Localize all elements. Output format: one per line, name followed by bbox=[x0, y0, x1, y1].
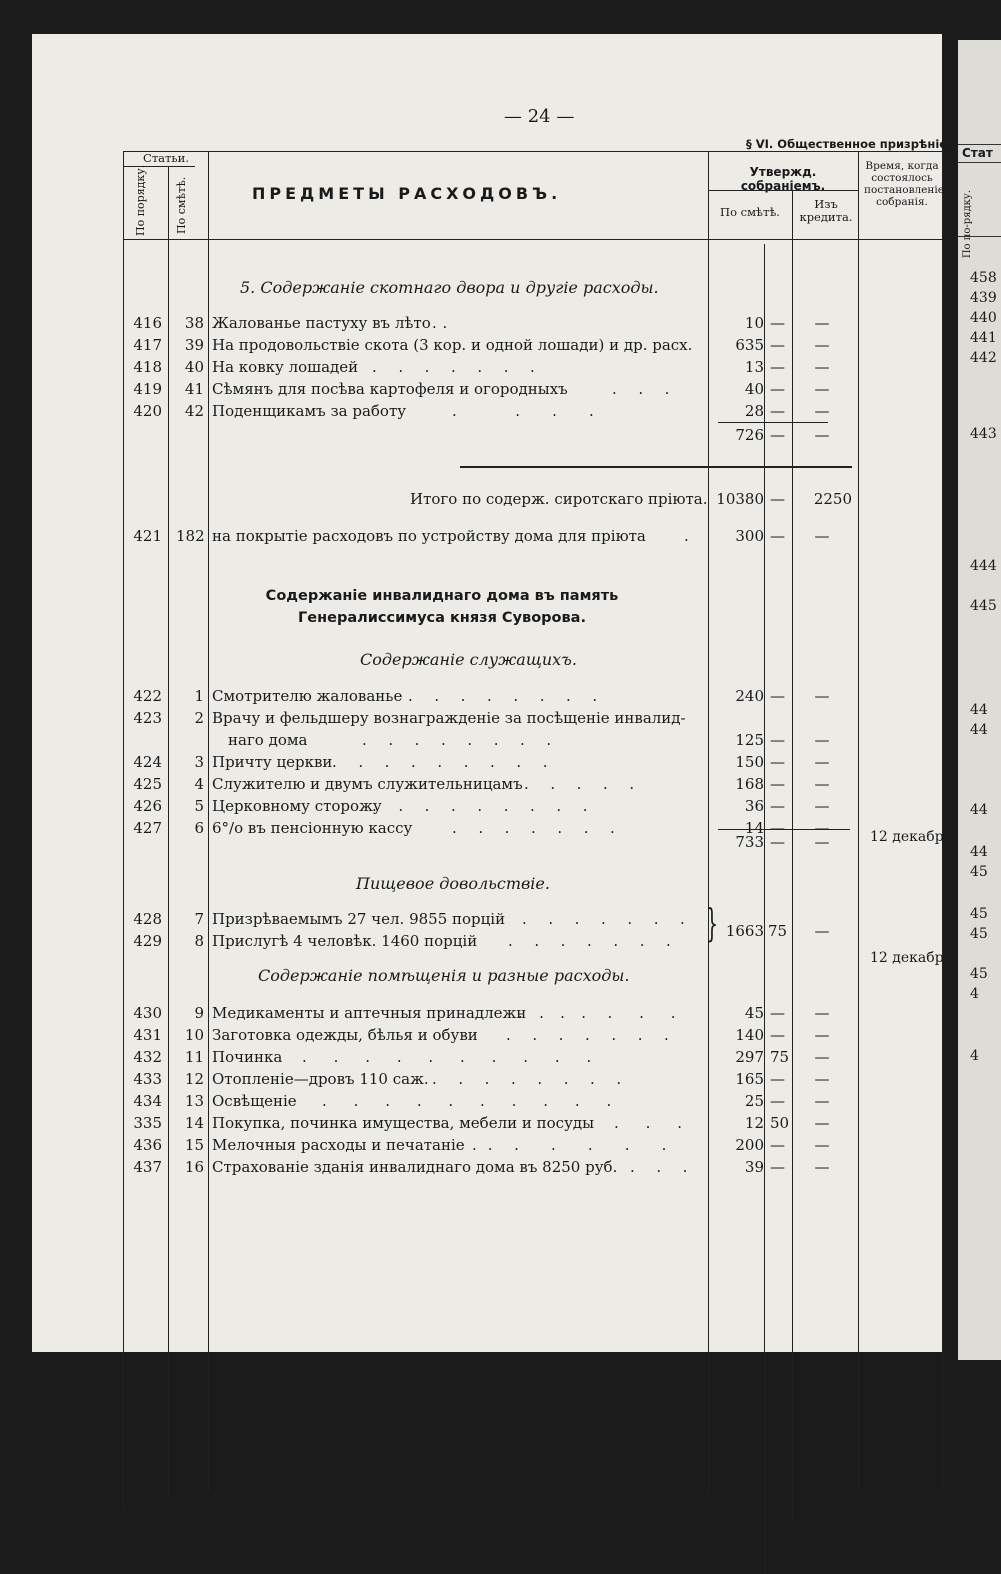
adjacent-num: 440 bbox=[970, 310, 997, 326]
col-line-5 bbox=[792, 190, 793, 1520]
adjacent-subheader: По по-рядку. bbox=[962, 190, 973, 259]
staff-title: Содержаніе служащихъ. bbox=[360, 650, 577, 669]
section-header: § VI. Общественное призрѣніе. bbox=[746, 137, 952, 151]
invalid-home-title: Содержаніе инвалиднаго дома въ память Генералиссимуса князя Суворова. bbox=[265, 588, 619, 626]
header-per-estimate: По смѣтѣ. bbox=[720, 205, 780, 219]
adjacent-num: 44 bbox=[970, 844, 988, 860]
premises-title: Содержаніе помѣщенія и разные расходы. bbox=[258, 966, 630, 985]
adjacent-num: 444 bbox=[970, 558, 997, 574]
header-subjects: ПРЕДМЕТЫ РАСХОДОВЪ. bbox=[252, 184, 562, 203]
section5-title: 5. Содержаніе скотнаго двора и другіе расходы. bbox=[240, 278, 659, 297]
total-rule-line bbox=[460, 466, 852, 468]
date-cell: 12 декабр. bbox=[870, 829, 949, 845]
adjacent-num: 44 bbox=[970, 702, 988, 718]
col-line-2 bbox=[168, 166, 169, 1496]
adjacent-num: 45 bbox=[970, 906, 988, 922]
food-title: Пищевое довольствіе. bbox=[356, 874, 550, 893]
col-line-3 bbox=[208, 151, 209, 1491]
adjacent-num: 44 bbox=[970, 802, 988, 818]
food-date-cell: 12 декабр. bbox=[870, 950, 949, 966]
page-number: — 24 — bbox=[504, 106, 575, 127]
adjacent-num: 44 bbox=[970, 722, 988, 738]
adjacent-num: 45 bbox=[970, 966, 988, 982]
adjacent-num: 445 bbox=[970, 598, 997, 614]
col-line-6 bbox=[858, 151, 859, 1491]
adjacent-page bbox=[958, 40, 1001, 1360]
header-from-credit: Изъ кредита. bbox=[799, 197, 853, 225]
adjacent-num: 45 bbox=[970, 926, 988, 942]
header-articles: Статьи. bbox=[143, 151, 189, 165]
header-by-estimate: По смѣтѣ. bbox=[175, 176, 188, 234]
adjacent-num: 45 bbox=[970, 864, 988, 880]
adjacent-num: 441 bbox=[970, 330, 997, 346]
subtotal-a-line bbox=[718, 422, 828, 423]
adjacent-num: 4 bbox=[970, 986, 979, 1002]
adjacent-num: 439 bbox=[970, 290, 997, 306]
adjacent-num: 4 bbox=[970, 1048, 979, 1064]
header-bottom-line bbox=[123, 239, 942, 240]
adjacent-header: Стат bbox=[962, 146, 993, 160]
document-page: — 24 — § VI. Общественное призрѣніе. Статьи. По порядку. По смѣтѣ. ПРЕДМЕТЫ РАСХОДОВЪ. Утвержд. собраніемъ. По смѣтѣ. Изъ кредита. Время, когда состоялось постановленіе собранія. 5. Содержаніе скотнаго двора и другіе расходы. 416 38 Жалованье пастуху въ лѣто . . 10 — — 417 39 На продовольствіе скота (3 кор. и одной лошади) и др. расх. 635 — — 418 40 На ковку лошадей . . . . . . . 13 — — 419 41 Сѣмянъ для посѣва картофеля и огородныхъ . . . 40 — — 420 42 Поденщикамъ за работу . . . . 28 — — 726 — — Итого по содерж. сиротскаго пріюта. 10380 — 2250 421 182 на покрытіе расходовъ по устройству дома для пріюта . 300 — — Содержаніе инвалиднаго дома въ память Генералиссимуса князя Суворова. Содержаніе служащихъ. 422 1 Смотрителю жалованье . . . . . . . . 240 — — 423 2 Врачу и фельдшеру вознагражденіе за посѣщеніе инвалид- наго дома . . . . . . . . 125 — — 424 3 Причту церкви . . . . . . . . . 150 — — 425 4 Служителю и двумъ служительницамъ . . . . . 168 — — 426 5 Церковному сторожу . . . . . . . . . 36 — — 427 6 6°/о въ пенсіонную кассу . . . . . . . 14 — — 733 — — 12 декабр. Пищевое довольствіе. 428 7 Призрѣваемымъ 27 чел. 9855 порцій . . . . . . . 429 8 Прислугѣ 4 человѣк. 1460 порцій . . . . . . . } 1663 75 — 12 декабр. Содержаніе помѣщенія и разные расходы. 430 9 Медикаменты и аптечныя принадлежн . . . . . . . 45 — — 431 10 Заготовка одежды, бѣлья и обуви . . . . . . . 140 — — 432 11 Починка . . . . . . . . . . 297 75 — 433 12 Отопленіе—дровъ 110 саж. . . . . . . . . 165 — — 434 13 Освѣщеніе . . . . . . . . . . 25 — — 335 14 Покупка, починка имущества, мебели и посуды . . . 12 50 — 436 15 Мелочныя расходы и печатаніе . . . . . . . 200 — — 437 16 Страхованіе зданія инвалиднаго дома въ 8250 руб. . . . 39 — — bbox=[32, 34, 942, 1352]
table-top-line bbox=[123, 151, 942, 152]
col-line-7 bbox=[942, 151, 943, 1491]
brace-symbol: } bbox=[706, 901, 719, 945]
header-by-order: По порядку. bbox=[134, 164, 147, 236]
adjacent-num: 458 bbox=[970, 270, 997, 286]
header-time: Время, когда состоялось постановленіе собранія. bbox=[864, 160, 944, 209]
adjacent-num: 443 bbox=[970, 426, 997, 442]
col-line-4 bbox=[708, 151, 709, 1491]
subtotal-b-line bbox=[718, 829, 850, 830]
header-approved: Утвержд. собраніемъ. bbox=[740, 165, 826, 193]
adjacent-num: 442 bbox=[970, 350, 997, 366]
col-line-kop bbox=[764, 244, 765, 1574]
